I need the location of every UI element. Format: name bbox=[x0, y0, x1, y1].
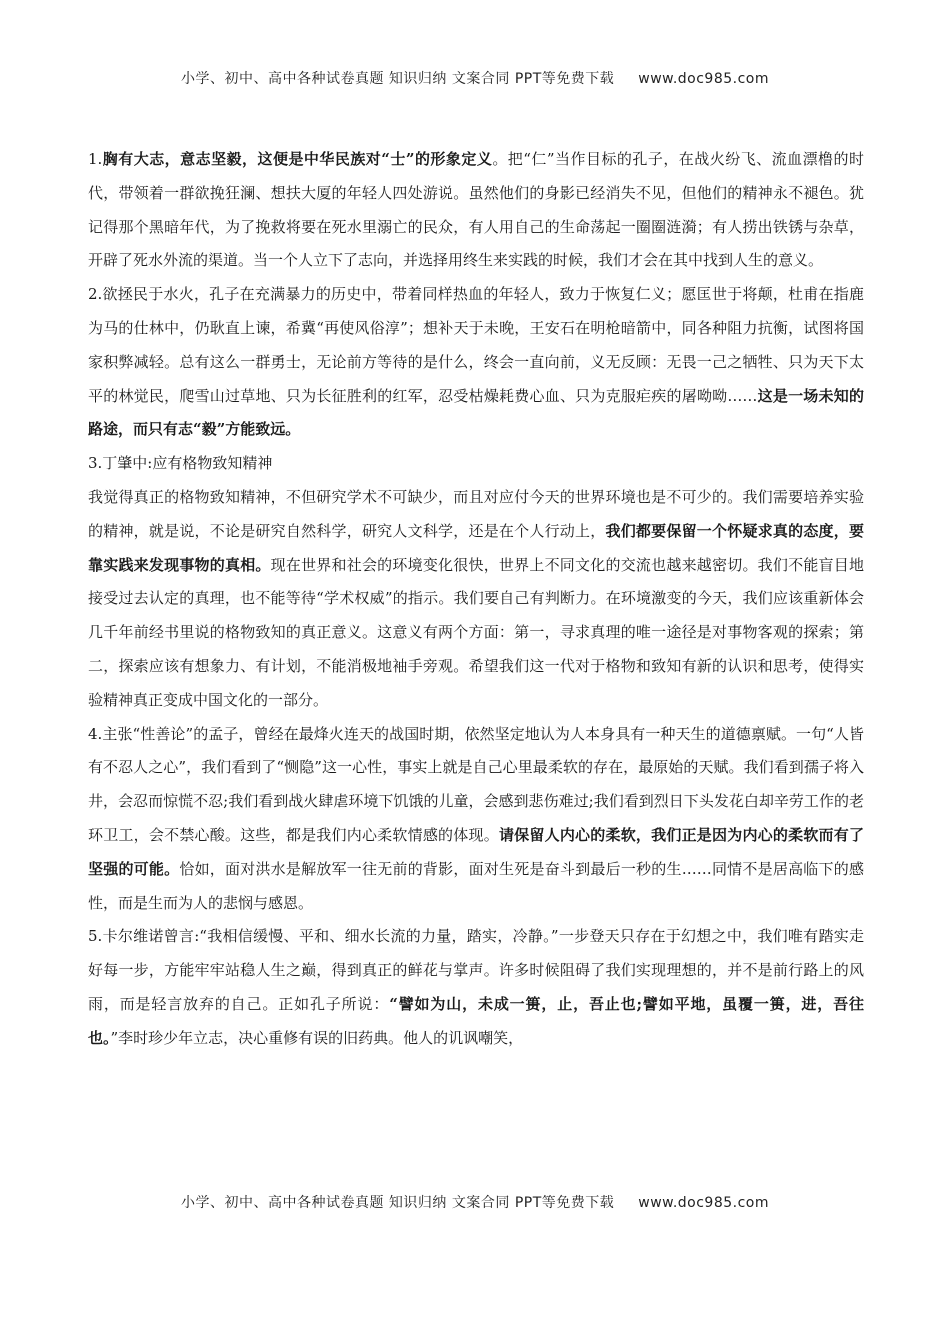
paragraph-4 bbox=[88, 718, 864, 921]
p3-text-after: 现在世界和社会的环境变化很快，世界上不同文化的交流也越来越密切。我们不能盲目地接受过去认定的真理，也不能等待“学术权威”的指示。我们要自己有判断力。在环境激变的今天，我们应该重新体会几千年前经书里说的格物致知的真正意义。这意义有两个方面：第一，寻求真理的唯一途径是对事物客观的探索；第二，探索应该有想象力、有计划，不能消极地袖手旁观。希望我们这一代对于格物和致知有新的认识和思考，使得实验精神真正变成中国文化的一部分。 bbox=[88, 555, 864, 709]
p3-bold: 我们都要保留一个怀疑求真的态度，要靠实践来发现事物的真相。 bbox=[88, 521, 864, 574]
paragraph-3 bbox=[88, 481, 864, 718]
p1-text: 。把“仁”当作目标的孔子，在战火纷飞、流血漂橹的时代，带领着一群欲挽狂澜、想扶大厦的年轻人四处游说。虽然他们的身影已经消失不见，但他们的精神永不褪色。犹记得那个黑暗年代，为了挽救将要在死水里溺亡的民众，有人用自己的生命荡起一圈圈涟漪；有人捞出铁锈与杂草，开辟了死水外流的渠道。当一个人立下了志向，并选择用终生来实践的时候，我们才会在其中找到人生的意义。 bbox=[88, 150, 864, 270]
p4-text-before: 4.主张“性善论”的孟子，曾经在最烽火连天的战国时期，依然坚定地认为人本身具有一种天生的道德禀赋。一句“人皆有不忍人之心”，我们看到了“恻隐”这一心性，事实上就是自己心里最柔软的存在，最原始的天赋。我们看到孺子将入井，会忍而惊慌不忍;我们看到战火肆虐环境下饥饿的儿童，会感到悲伤难过;我们看到烈日下头发花白却辛劳工作的老环卫工，会不禁心酸。这些，都是我们内心柔软情感的体现。 bbox=[88, 724, 864, 844]
paragraph-5 bbox=[88, 920, 864, 1055]
footer-text: 小学、初中、高中各种试卷真题 知识归纳 文案合同 PPT等免费下载 bbox=[180, 1195, 615, 1211]
page-footer bbox=[0, 1192, 950, 1212]
p4-text-after: 恰如，面对洪水是解放军一往无前的背影，面对生死是奋斗到最后一秒的生……同情不是居高临下的感性，而是生而为人的悲悯与感恩。 bbox=[88, 859, 864, 912]
p5-text-after: ”李时珍少年立志，决心重修有误的旧药典。他人的讥讽嘲笑， bbox=[110, 1028, 524, 1047]
p1-bold-lead: 胸有大志，意志坚毅，这便是中华民族对“士”的形象定义 bbox=[102, 150, 493, 168]
p4-bold: 请保留人内心的柔软，我们正是因为内心的柔软而有了坚强的可能。 bbox=[88, 825, 864, 878]
footer-site-link[interactable]: www.doc985.com bbox=[638, 1195, 770, 1211]
paragraph-1 bbox=[88, 143, 864, 278]
p1-number: 1. bbox=[88, 150, 103, 168]
document-body bbox=[88, 143, 864, 1056]
p2-bold-tail: 这是一场未知的路途，而只有志“毅”方能致远。 bbox=[88, 386, 864, 439]
paragraph-2 bbox=[88, 278, 864, 447]
header-site-link[interactable]: www.doc985.com bbox=[638, 71, 770, 87]
paragraph-3-title: 3.丁肇中:应有格物致知精神 bbox=[88, 454, 273, 473]
page-header bbox=[0, 68, 950, 88]
p3-text-before: 我觉得真正的格物致知精神，不但研究学术不可缺少，而且对应付今天的世界环境也是不可少的。我们需要培养实验的精神，就是说，不论是研究自然科学，研究人文科学，还是在个人行动上， bbox=[88, 487, 864, 540]
p5-text-before: 5.卡尔维诺曾言:“我相信缓慢、平和、细水长流的力量，踏实，冷静。”一步登天只存在于幻想之中，我们唯有踏实走好每一步，方能牢牢站稳人生之巅，得到真正的鲜花与掌声。许多时候阻碍了我们实现理想的，并不是前行路上的风雨，而是轻言放弃的自己。正如孔子所说： bbox=[88, 927, 864, 1013]
p2-text: 2.欲拯民于水火，孔子在充满暴力的历史中，带着同样热血的年轻人，致力于恢复仁义；愿匡世于将颠，杜甫在指鹿为马的仕林中，仍耿直上谏，希冀“再使风俗淳”；想补天于未晚，王安石在明枪暗箭中，同各种阻力抗衡，试图将国家积弊减轻。总有这么一群勇士，无论前方等待的是什么，终会一直向前，义无反顾：无畏一己之牺牲、只为天下太平的林觉民，爬雪山过草地、只为长征胜利的红军，忍受枯燥耗费心血、只为克服疟疾的屠呦呦…… bbox=[88, 285, 864, 405]
header-text: 小学、初中、高中各种试卷真题 知识归纳 文案合同 PPT等免费下载 bbox=[180, 71, 615, 87]
p5-bold: “譬如为山，未成一篑，止，吾止也;譬如平地，虽覆一篑，进，吾往也。 bbox=[88, 994, 864, 1047]
